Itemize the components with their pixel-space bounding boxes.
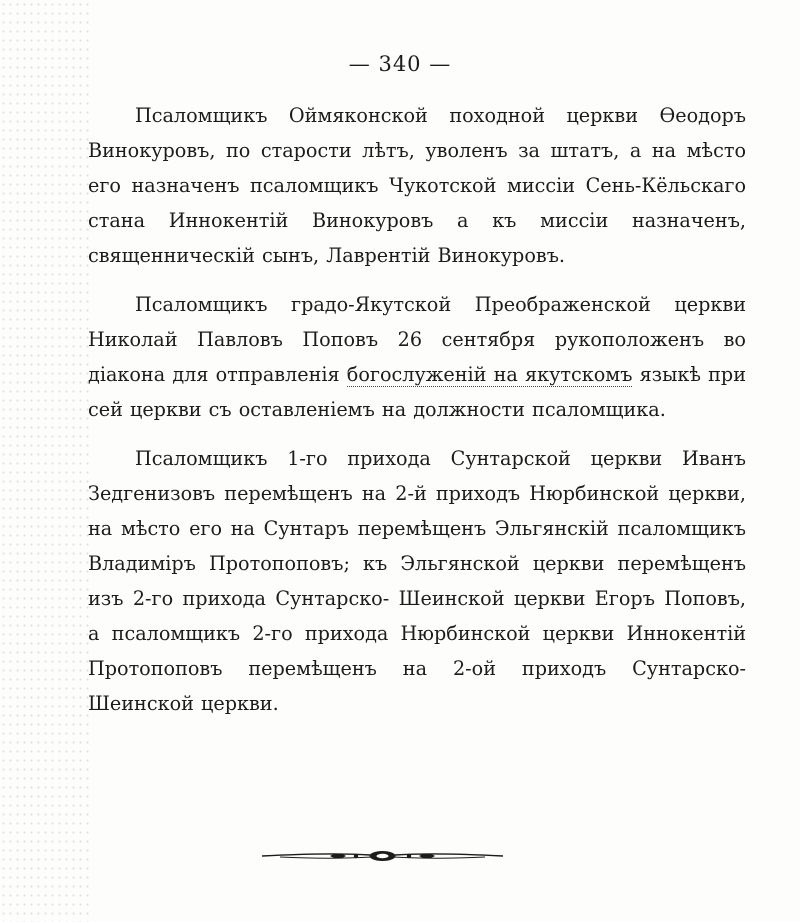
paragraph-2: [88, 287, 746, 427]
paragraph-2-end: языкѣ при сей церкви съ оставленіемъ на должности псаломщика.: [88, 363, 746, 421]
body-text: [88, 98, 746, 735]
scan-edge-noise: [0, 0, 90, 922]
paragraph-2-start: Псаломщикъ градо-Якутской Преображенской церкви Николай Павловъ Поповъ 26 сентября рукоположенъ во діакона для отправленія: [88, 293, 746, 386]
paragraph-1: Псаломщикъ Оймяконской походной церкви Ѳеодоръ Винокуровъ, по старости лѣтъ, уволенъ за штатъ, а на мѣсто его назначенъ псаломщикъ Чукотской миссіи Сень-Кёльскаго стана Иннокентій Винокуровъ а къ миссіи назначенъ, священническій сынъ, Лаврентій Винокуровъ.: [88, 104, 746, 267]
paragraph-2-underlined-phrase: богослуженій на якутскомъ: [346, 363, 633, 386]
paragraph-3: Псаломщикъ 1-го прихода Сунтарской церкви Иванъ Зедгенизовъ перемѣщенъ на 2-й приходъ Нюрбинской церкви, на мѣсто его на Сунтаръ перемѣщенъ Эльгянскій псаломщикъ Владиміръ Протопоповъ; къ Эльгянской церкви перемѣщенъ изъ 2-го прихода Сунтарско- Шеинской церкви Егоръ Поповъ, а псаломщикъ 2-го прихода Нюрбинской церкви Иннокентій Протопоповъ перемѣщенъ на 2-ой приходъ Сунтарско-Шеинской церкви.: [88, 447, 746, 715]
page-number: — 340 —: [348, 52, 452, 76]
ornament-divider: [260, 848, 505, 864]
